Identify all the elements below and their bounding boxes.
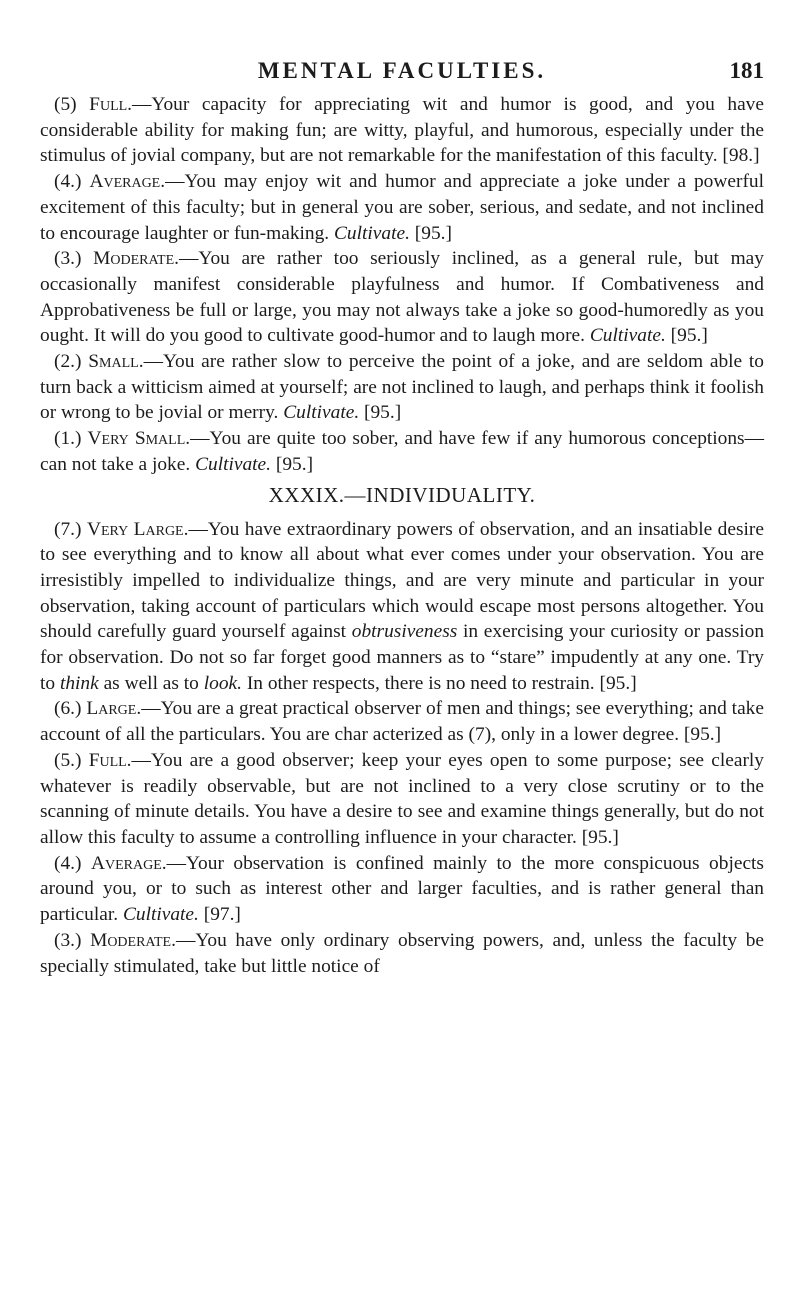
degree-text: in exercising your curiosity or passion for observation. Do not so far forget good manners as to “stare” impudently at any one. Try to bbox=[40, 621, 765, 694]
degree-text: —Your capacity for appreciating wit and humor is good, and you have considerable ability for making fun; are witty, playful, and humorous, especially under the stimulus of jovial company, but are not remarkable for the manifestation of this faculty. [98.] bbox=[40, 94, 764, 167]
paragraph-full bbox=[40, 92, 764, 169]
degree-number: (2.) bbox=[54, 351, 82, 373]
paragraph-moderate bbox=[40, 246, 764, 349]
degree-label: Moderate. bbox=[93, 248, 179, 270]
degree-number: (4.) bbox=[54, 852, 82, 874]
degree-label: Very Large. bbox=[86, 518, 189, 540]
emphasis-look: look. bbox=[203, 672, 242, 694]
degree-text: —Your observation is confined mainly to the more conspicuous objects around you, or to such as interest other and larger faculties, and is rather general than particular. bbox=[40, 852, 764, 926]
section-heading: XXXIX.—INDIVIDUALITY. bbox=[268, 482, 536, 507]
degree-label: Large. bbox=[86, 698, 142, 720]
page-number: 181 bbox=[729, 58, 764, 83]
page-reference: [95.] bbox=[364, 402, 402, 424]
paragraph-large bbox=[40, 696, 764, 747]
degree-number: (6.) bbox=[54, 698, 82, 720]
degree-number: (4.) bbox=[54, 171, 82, 193]
degree-number: (3.) bbox=[54, 248, 82, 270]
degree-text: —You may enjoy wit and humor and appreciate a joke under a powerful excitement of this faculty; but in general you are sober, serious, and sedate, and not inclined to encourage laughter or fun-making. bbox=[40, 171, 764, 244]
paragraph-small bbox=[40, 349, 764, 426]
page-reference: [95.] bbox=[414, 222, 452, 244]
emphasis-obtrusiveness: obtrusiveness bbox=[351, 621, 458, 643]
degree-text: —You have only ordinary observing powers, and, unless the faculty be specially stimulated, take but little notice of bbox=[40, 929, 764, 977]
degree-number: (1.) bbox=[54, 428, 82, 450]
emphasis-think: think bbox=[59, 672, 99, 694]
cultivate-note: Cultivate. bbox=[589, 325, 666, 347]
cultivate-note: Cultivate. bbox=[195, 453, 272, 475]
paragraph-very-large bbox=[40, 517, 764, 697]
degree-number: (5.) bbox=[54, 749, 82, 771]
page-reference: [95.] bbox=[670, 325, 708, 347]
degree-text: —You are a great practical observer of men and things; see everything; and take account of all the particulars. You are char acterized as (7), only in a lower degree. [95.] bbox=[40, 698, 764, 746]
degree-number: (5) bbox=[54, 94, 77, 115]
running-title: MENTAL FACULTIES. bbox=[257, 58, 547, 83]
degree-label: Full. bbox=[88, 749, 132, 771]
degree-label: Small. bbox=[88, 351, 144, 373]
degree-label: Average. bbox=[89, 171, 166, 193]
degree-label: Very Small. bbox=[87, 428, 191, 450]
paragraph-moderate-individuality bbox=[40, 928, 764, 979]
cultivate-note: Cultivate. bbox=[283, 402, 360, 424]
cultivate-note: Cultivate. bbox=[122, 904, 199, 926]
degree-text: as well as to bbox=[98, 672, 204, 694]
degree-text: —You have extraordinary powers of observation, and an insatiable desire to see everything and to know all about what ever comes under your observation. You are irresistibly impelled to individualize things, and are very minute and particular in your observation, taking account of particulars which would escape most persons altogether. You should carefully guard yourself against bbox=[40, 518, 764, 643]
book-page bbox=[40, 58, 764, 979]
degree-label: Full. bbox=[89, 94, 133, 115]
paragraph-very-small bbox=[40, 426, 764, 477]
page-reference: [95.] bbox=[275, 453, 314, 475]
paragraph-full-individuality bbox=[40, 748, 764, 851]
degree-text: —You are a good observer; keep your eyes open to some purpose; see clearly whatever is readily observable, but are not inclined to a very close scrutiny or to the scanning of minute details. You have a desire to see and examine things generally, but do not allow this faculty to assume a controlling influence in your character. [95.] bbox=[40, 749, 764, 848]
degree-text: —You are rather slow to perceive the point of a joke, and are seldom able to turn back a witticism aimed at yourself; are not inclined to laugh, and perhaps think it foolish or wrong to be jovial or merry. bbox=[40, 351, 764, 424]
degree-label: Moderate. bbox=[90, 929, 176, 951]
degree-text: In other respects, there is no need to restrain. [95.] bbox=[241, 672, 637, 694]
paragraph-average-individuality bbox=[40, 851, 764, 928]
cultivate-note: Cultivate. bbox=[334, 222, 410, 244]
degree-text: —You are quite too sober, and have few if any humorous conceptions—can not take a joke. bbox=[40, 428, 764, 475]
degree-number: (7.) bbox=[54, 518, 82, 540]
degree-label: Average. bbox=[90, 852, 167, 874]
paragraph-average bbox=[40, 169, 764, 246]
page-reference: [97.] bbox=[203, 904, 241, 926]
running-head bbox=[40, 58, 764, 92]
degree-number: (3.) bbox=[54, 929, 82, 951]
degree-text: —You are rather too seriously inclined, as a general rule, but may occasionally manifest considerable playfulness and humor. If Combativeness and Approbativeness be full or large, you may not always take a joke so good-humoredly as you ought. It will do you good to cultivate good-humor and to laugh more. bbox=[40, 248, 764, 347]
